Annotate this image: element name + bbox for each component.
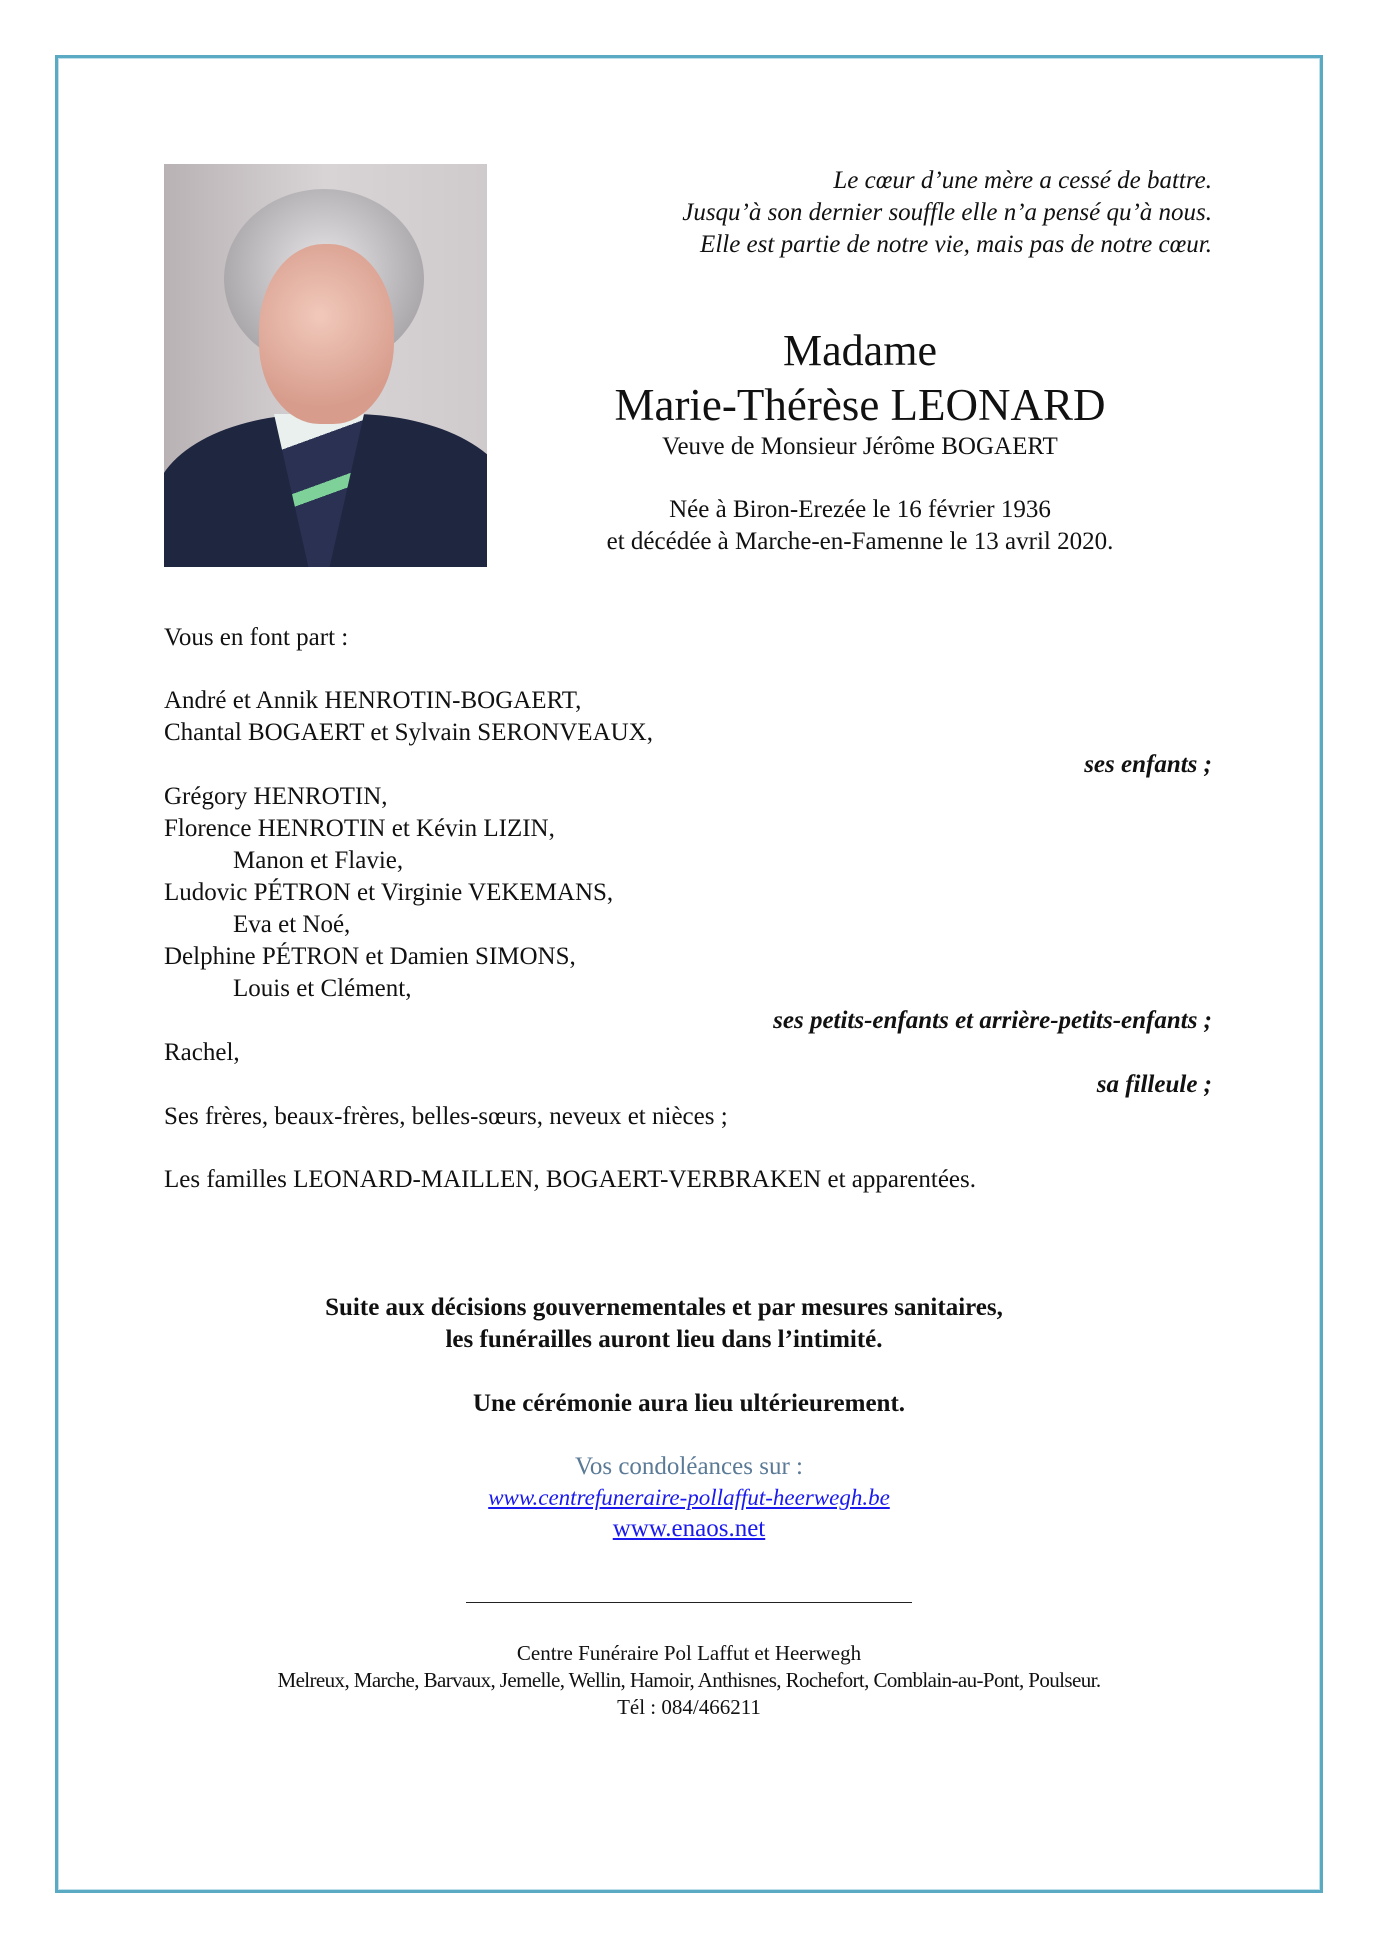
grandchildren-label: ses petits-enfants et arrière-petits-enfants ; xyxy=(773,1007,1212,1034)
birth-info: Née à Biron-Erezée le 16 février 1936 xyxy=(669,496,1051,523)
footer-locations: Melreux, Marche, Barvaux, Jemelle, Wellin, Hamoir, Anthisnes, Rochefort, Comblain-au-Pont, Poulseur. xyxy=(277,1668,1101,1692)
footer-phone: Tél : 084/466211 xyxy=(617,1695,761,1719)
photo-face xyxy=(259,244,394,424)
great-grandchild: Louis et Clément, xyxy=(233,975,412,1002)
goddaughter-label: sa filleule ; xyxy=(1096,1071,1212,1098)
deceased-name: Marie-Thérèse LEONARD xyxy=(614,380,1106,430)
footer-name: Centre Funéraire Pol Laffut et Heerwegh xyxy=(516,1641,862,1665)
honorific: Madame xyxy=(783,326,937,375)
quote-line: Elle est partie de notre vie, mais pas de notre cœur. xyxy=(700,231,1212,258)
separator-line xyxy=(466,1602,912,1603)
condolences-label: Vos condoléances sur : xyxy=(575,1453,803,1480)
quote-line: Le cœur d’une mère a cessé de battre. xyxy=(833,167,1212,194)
funeral-home-link[interactable]: www.centrefuneraire-pollaffut-heerwegh.be xyxy=(488,1485,890,1510)
grandchild: Grégory HENROTIN, xyxy=(164,783,388,810)
portrait-photo xyxy=(164,164,487,567)
siblings: Ses frères, beaux-frères, belles-sœurs, neveux et nièces ; xyxy=(164,1103,728,1130)
quote-line: Jusqu’à son dernier souffle elle n’a pensé qu’à nous. xyxy=(682,199,1212,226)
widow-of: Veuve de Monsieur Jérôme BOGAERT xyxy=(662,433,1058,460)
ceremony-notice: Une cérémonie aura lieu ultérieurement. xyxy=(472,1390,906,1417)
goddaughter: Rachel, xyxy=(164,1039,240,1066)
notice-line: les funérailles auront lieu dans l’intimité. xyxy=(445,1326,883,1353)
announcement-intro: Vous en font part : xyxy=(164,624,349,651)
death-info: et décédée à Marche-en-Famenne le 13 avril 2020. xyxy=(606,528,1114,555)
grandchild: Ludovic PÉTRON et Virginie VEKEMANS, xyxy=(164,879,614,906)
grandchild: Florence HENROTIN et Kévin LIZIN, xyxy=(164,815,555,842)
children-label: ses enfants ; xyxy=(1084,751,1212,778)
enaos-link[interactable]: www.enaos.net xyxy=(612,1515,766,1542)
child: André et Annik HENROTIN-BOGAERT, xyxy=(164,687,582,714)
notice-line: Suite aux décisions gouvernementales et par mesures sanitaires, xyxy=(325,1294,1003,1321)
child: Chantal BOGAERT et Sylvain SERONVEAUX, xyxy=(164,719,653,746)
great-grandchild: Manon et Flavie, xyxy=(233,847,404,874)
great-grandchild: Eva et Noé, xyxy=(233,911,351,938)
families: Les familles LEONARD-MAILLEN, BOGAERT-VERBRAKEN et apparentées. xyxy=(164,1166,976,1193)
grandchild: Delphine PÉTRON et Damien SIMONS, xyxy=(164,943,576,970)
